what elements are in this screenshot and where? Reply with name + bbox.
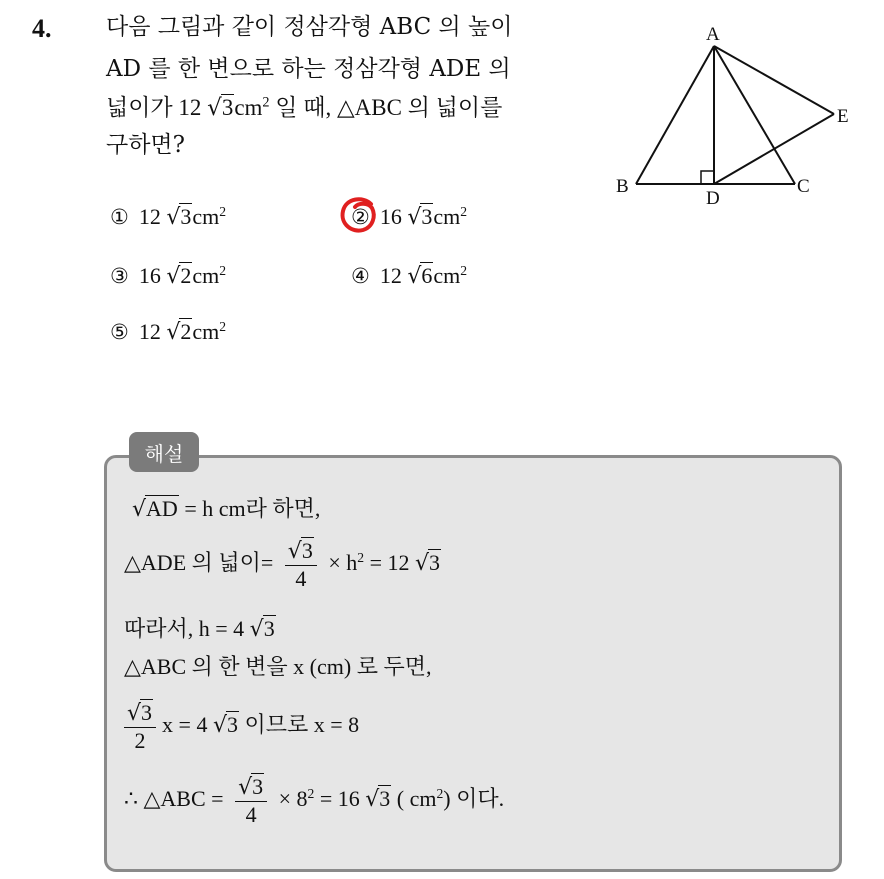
segment-ab — [636, 46, 714, 184]
right-angle-mark — [701, 171, 714, 184]
choice-5[interactable]: ⑤ 12 $√2cm^2$ — [110, 318, 227, 345]
segment-ac — [714, 46, 795, 184]
question-line-3: 넓이가 12 $√3cm^2$ 일 때, △ABC 의 넓이를 — [106, 94, 503, 121]
question-number: 4. — [32, 14, 52, 43]
label-e: E — [837, 106, 849, 127]
label-a: A — [706, 24, 720, 45]
solution-line-1: √AD = h cm라 하면, — [132, 496, 321, 522]
choice-4[interactable]: ④ 12 $√6cm^2$ — [351, 262, 468, 289]
segment-de — [714, 114, 834, 184]
choice-2[interactable]: ② 16 $√3cm^2$ — [351, 203, 468, 230]
question-line-2: AD 를 한 변으로 하는 정삼각형 ADE 의 — [106, 56, 511, 82]
solution-line-2: △ADE 의 넓이= $\frac{√3}{4}$ × $h^2 = 12$ √3 — [124, 538, 441, 591]
solution-line-3: 따라서, h = 4 √3 — [124, 616, 275, 642]
triangle-figure — [600, 18, 870, 218]
solution-line-4: △ABC 의 한 변을 x (cm) 로 두면, — [124, 654, 432, 679]
segment-ae — [714, 46, 834, 114]
solution-line-5: $\frac{√3}{2}$ x = 4 √3 이므로 x = 8 — [124, 702, 359, 752]
solution-line-6: ∴ △ABC = $\frac{√3}{4}$ × $8^2 = 16$ √3 ( $cm^2$) 이다. — [124, 774, 505, 827]
choice-1[interactable]: ① 12 $√3cm^2$ — [110, 203, 227, 230]
answer-circle-mark — [338, 194, 380, 236]
solution-tag: 해설 — [129, 432, 199, 472]
choice-3[interactable]: ③ 16 $√2cm^2$ — [110, 262, 227, 289]
label-b: B — [616, 176, 629, 197]
question-line-1: 다음 그림과 같이 정삼각형 ABC 의 높이 — [106, 14, 513, 40]
question-line-4: 구하면? — [106, 132, 185, 158]
label-d: D — [706, 188, 720, 209]
label-c: C — [797, 176, 810, 197]
